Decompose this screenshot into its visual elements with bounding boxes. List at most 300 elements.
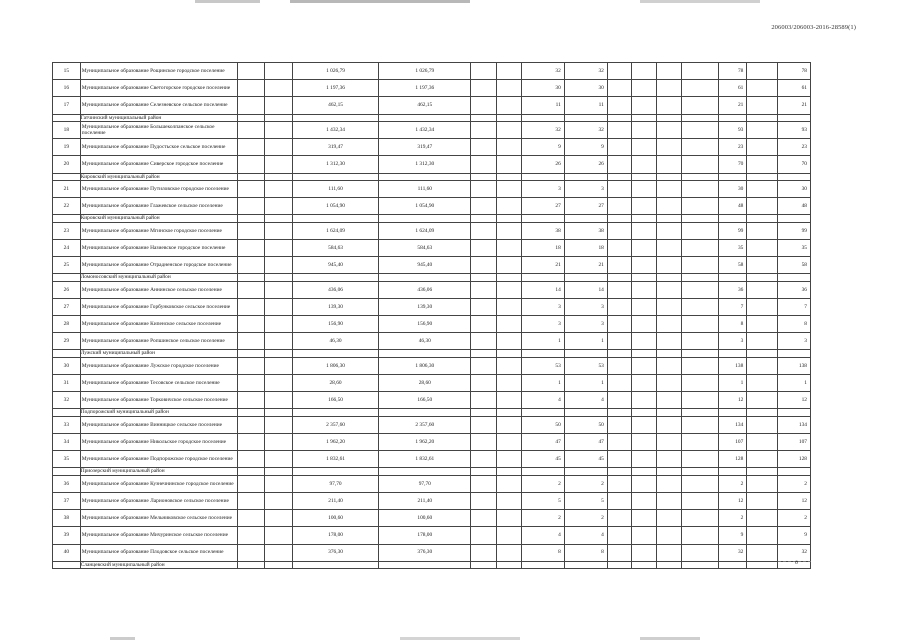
empty-cell xyxy=(497,561,522,568)
empty-cell xyxy=(265,468,293,475)
empty-cell xyxy=(747,451,778,468)
value-6: 36 xyxy=(778,281,811,298)
table-row xyxy=(53,316,811,333)
value-5: 61 xyxy=(718,80,747,97)
value-3: 50 xyxy=(521,416,564,433)
empty-cell xyxy=(237,180,265,197)
empty-cell xyxy=(681,357,718,374)
municipality-name: Муниципальное образование Ропшинское сельское поселение xyxy=(80,333,237,350)
municipality-name: Муниципальное образование Подпорожское городское поселение xyxy=(80,451,237,468)
table-row xyxy=(53,63,811,80)
empty-cell xyxy=(657,121,682,138)
empty-cell xyxy=(497,239,522,256)
value-3: 53 xyxy=(521,357,564,374)
empty-cell xyxy=(237,561,265,568)
value-6: 2 xyxy=(778,510,811,527)
empty-cell xyxy=(607,350,632,357)
empty-cell xyxy=(265,198,293,215)
value-2: 319,47 xyxy=(379,139,471,156)
empty-cell xyxy=(237,357,265,374)
empty-cell xyxy=(778,274,811,281)
value-3: 4 xyxy=(521,392,564,409)
empty-cell xyxy=(292,173,378,180)
empty-cell xyxy=(681,375,718,392)
empty-cell xyxy=(607,561,632,568)
district-header-row xyxy=(53,561,811,568)
empty-cell xyxy=(497,281,522,298)
value-3: 18 xyxy=(521,239,564,256)
empty-cell xyxy=(237,434,265,451)
empty-cell xyxy=(657,416,682,433)
empty-cell xyxy=(681,527,718,544)
empty-cell xyxy=(265,239,293,256)
empty-cell xyxy=(747,475,778,492)
empty-cell xyxy=(292,215,378,222)
empty-cell xyxy=(632,544,657,561)
empty-cell xyxy=(632,239,657,256)
empty-cell xyxy=(747,63,778,80)
value-5: 23 xyxy=(718,139,747,156)
empty-cell xyxy=(681,544,718,561)
value-4: 1 xyxy=(564,375,607,392)
empty-cell xyxy=(497,198,522,215)
empty-cell xyxy=(632,416,657,433)
value-2: 1 962,20 xyxy=(379,434,471,451)
row-number: 21 xyxy=(53,180,81,197)
table-row xyxy=(53,451,811,468)
table-row xyxy=(53,416,811,433)
value-2: 166,50 xyxy=(379,392,471,409)
municipality-name: Муниципальное образование Глажевское сельское поселение xyxy=(80,198,237,215)
empty-cell xyxy=(632,451,657,468)
empty-cell xyxy=(265,475,293,492)
empty-cell xyxy=(237,173,265,180)
empty-cell xyxy=(497,215,522,222)
table-row xyxy=(53,492,811,509)
empty-cell xyxy=(657,492,682,509)
empty-cell xyxy=(237,97,265,114)
table-row xyxy=(53,392,811,409)
empty-cell xyxy=(564,114,607,121)
district-name: Гатчинский муниципальный район xyxy=(80,114,237,121)
value-2: 139,30 xyxy=(379,298,471,315)
district-cell xyxy=(53,114,81,121)
row-number: 29 xyxy=(53,333,81,350)
empty-cell xyxy=(657,215,682,222)
value-4: 50 xyxy=(564,416,607,433)
empty-cell xyxy=(497,63,522,80)
empty-cell xyxy=(292,409,378,416)
row-number: 18 xyxy=(53,121,81,138)
value-2: 28,60 xyxy=(379,375,471,392)
district-cell xyxy=(53,173,81,180)
empty-cell xyxy=(657,173,682,180)
row-number: 27 xyxy=(53,298,81,315)
empty-cell xyxy=(521,173,564,180)
value-2: 46,30 xyxy=(379,333,471,350)
empty-cell xyxy=(497,468,522,475)
value-4: 1 xyxy=(564,333,607,350)
empty-cell xyxy=(471,156,497,173)
empty-cell xyxy=(657,180,682,197)
empty-cell xyxy=(237,392,265,409)
value-1: 436,06 xyxy=(292,281,378,298)
empty-cell xyxy=(471,492,497,509)
empty-cell xyxy=(718,173,747,180)
empty-cell xyxy=(747,333,778,350)
table-row xyxy=(53,97,811,114)
value-3: 2 xyxy=(521,510,564,527)
empty-cell xyxy=(747,173,778,180)
empty-cell xyxy=(237,114,265,121)
empty-cell xyxy=(237,409,265,416)
empty-cell xyxy=(632,357,657,374)
empty-cell xyxy=(497,80,522,97)
empty-cell xyxy=(497,475,522,492)
value-5: 58 xyxy=(718,257,747,274)
municipality-name: Муниципальное образование Светогорское городское поселение xyxy=(80,80,237,97)
row-number: 37 xyxy=(53,492,81,509)
empty-cell xyxy=(564,468,607,475)
empty-cell xyxy=(471,121,497,138)
row-number: 26 xyxy=(53,281,81,298)
empty-cell xyxy=(632,510,657,527)
empty-cell xyxy=(265,257,293,274)
empty-cell xyxy=(747,239,778,256)
value-6: 8 xyxy=(778,316,811,333)
empty-cell xyxy=(471,392,497,409)
value-4: 30 xyxy=(564,80,607,97)
empty-cell xyxy=(497,510,522,527)
empty-cell xyxy=(681,222,718,239)
empty-cell xyxy=(292,274,378,281)
empty-cell xyxy=(607,357,632,374)
value-4: 4 xyxy=(564,392,607,409)
empty-cell xyxy=(265,409,293,416)
empty-cell xyxy=(265,492,293,509)
empty-cell xyxy=(471,180,497,197)
empty-cell xyxy=(747,350,778,357)
empty-cell xyxy=(471,298,497,315)
value-3: 3 xyxy=(521,316,564,333)
empty-cell xyxy=(747,392,778,409)
empty-cell xyxy=(237,215,265,222)
empty-cell xyxy=(607,173,632,180)
empty-cell xyxy=(657,409,682,416)
value-1: 97,70 xyxy=(292,475,378,492)
empty-cell xyxy=(521,350,564,357)
empty-cell xyxy=(265,139,293,156)
page-number: 6 xyxy=(795,560,798,566)
empty-cell xyxy=(564,274,607,281)
empty-cell xyxy=(632,97,657,114)
value-1: 156,90 xyxy=(292,316,378,333)
empty-cell xyxy=(681,121,718,138)
value-6: 99 xyxy=(778,222,811,239)
empty-cell xyxy=(681,239,718,256)
municipality-name: Муниципальное образование Путиловское городское поселение xyxy=(80,180,237,197)
municipality-name: Муниципальное образование Торковичское сельское поселение xyxy=(80,392,237,409)
empty-cell xyxy=(471,510,497,527)
value-5: 2 xyxy=(718,475,747,492)
value-5: 93 xyxy=(718,121,747,138)
value-3: 1 xyxy=(521,375,564,392)
value-6: 138 xyxy=(778,357,811,374)
value-5: 2 xyxy=(718,510,747,527)
value-4: 26 xyxy=(564,156,607,173)
empty-cell xyxy=(471,198,497,215)
empty-cell xyxy=(607,475,632,492)
empty-cell xyxy=(265,416,293,433)
empty-cell xyxy=(607,451,632,468)
empty-cell xyxy=(681,180,718,197)
empty-cell xyxy=(657,350,682,357)
empty-cell xyxy=(657,468,682,475)
empty-cell xyxy=(237,281,265,298)
value-5: 9 xyxy=(718,527,747,544)
empty-cell xyxy=(681,156,718,173)
empty-cell xyxy=(471,97,497,114)
empty-cell xyxy=(471,114,497,121)
empty-cell xyxy=(657,139,682,156)
value-3: 11 xyxy=(521,97,564,114)
empty-cell xyxy=(497,375,522,392)
value-2: 211,40 xyxy=(379,492,471,509)
empty-cell xyxy=(632,350,657,357)
empty-cell xyxy=(379,173,471,180)
empty-cell xyxy=(718,274,747,281)
empty-cell xyxy=(657,375,682,392)
empty-cell xyxy=(497,298,522,315)
empty-cell xyxy=(497,434,522,451)
empty-cell xyxy=(607,544,632,561)
empty-cell xyxy=(497,121,522,138)
empty-cell xyxy=(778,215,811,222)
district-cell xyxy=(53,274,81,281)
municipality-name: Муниципальное образование Большеколпанское сельское поселение xyxy=(80,121,237,138)
value-6: 107 xyxy=(778,434,811,451)
value-6: 134 xyxy=(778,416,811,433)
empty-cell xyxy=(747,180,778,197)
value-6: 12 xyxy=(778,392,811,409)
municipality-name: Муниципальное образование Плодовское сельское поселение xyxy=(80,544,237,561)
empty-cell xyxy=(237,298,265,315)
empty-cell xyxy=(657,434,682,451)
empty-cell xyxy=(265,333,293,350)
district-name: Кировский муниципальный район xyxy=(80,215,237,222)
row-number: 23 xyxy=(53,222,81,239)
value-5: 107 xyxy=(718,434,747,451)
empty-cell xyxy=(607,375,632,392)
district-header-row xyxy=(53,173,811,180)
table-row xyxy=(53,375,811,392)
row-number: 28 xyxy=(53,316,81,333)
empty-cell xyxy=(564,173,607,180)
municipality-name: Муниципальное образование Мичуринское сельское поселение xyxy=(80,527,237,544)
value-5: 32 xyxy=(718,544,747,561)
empty-cell xyxy=(265,357,293,374)
empty-cell xyxy=(564,409,607,416)
empty-cell xyxy=(471,350,497,357)
municipality-name: Муниципальное образование Кузнечнинское городское поселение xyxy=(80,475,237,492)
empty-cell xyxy=(778,468,811,475)
empty-cell xyxy=(632,121,657,138)
value-2: 584,63 xyxy=(379,239,471,256)
value-2: 462,15 xyxy=(379,97,471,114)
empty-cell xyxy=(471,357,497,374)
value-3: 2 xyxy=(521,475,564,492)
empty-cell xyxy=(632,561,657,568)
empty-cell xyxy=(681,409,718,416)
value-4: 21 xyxy=(564,257,607,274)
register-body xyxy=(53,63,811,569)
empty-cell xyxy=(265,63,293,80)
empty-cell xyxy=(265,173,293,180)
empty-cell xyxy=(747,114,778,121)
value-3: 30 xyxy=(521,80,564,97)
value-3: 32 xyxy=(521,121,564,138)
empty-cell xyxy=(265,180,293,197)
empty-cell xyxy=(607,114,632,121)
empty-cell xyxy=(237,121,265,138)
municipality-name: Муниципальное образование Рощинское городское поселение xyxy=(80,63,237,80)
district-cell xyxy=(53,409,81,416)
empty-cell xyxy=(237,316,265,333)
value-2: 1 432,34 xyxy=(379,121,471,138)
empty-cell xyxy=(632,333,657,350)
empty-cell xyxy=(747,544,778,561)
municipality-name: Муниципальное образование Ларионовское сельское поселение xyxy=(80,492,237,509)
value-4: 11 xyxy=(564,97,607,114)
empty-cell xyxy=(237,222,265,239)
empty-cell xyxy=(607,468,632,475)
empty-cell xyxy=(747,222,778,239)
value-2: 1 026,79 xyxy=(379,63,471,80)
empty-cell xyxy=(607,80,632,97)
value-1: 28,60 xyxy=(292,375,378,392)
municipality-name: Муниципальное образование Тесовское сельское поселение xyxy=(80,375,237,392)
value-2: 100,60 xyxy=(379,510,471,527)
empty-cell xyxy=(747,357,778,374)
value-2: 2 357,60 xyxy=(379,416,471,433)
value-3: 26 xyxy=(521,156,564,173)
value-1: 46,30 xyxy=(292,333,378,350)
empty-cell xyxy=(497,333,522,350)
district-cell xyxy=(53,468,81,475)
empty-cell xyxy=(379,274,471,281)
value-2: 156,90 xyxy=(379,316,471,333)
empty-cell xyxy=(632,392,657,409)
district-cell xyxy=(53,215,81,222)
empty-cell xyxy=(497,173,522,180)
empty-cell xyxy=(237,239,265,256)
empty-cell xyxy=(632,63,657,80)
empty-cell xyxy=(747,139,778,156)
value-2: 111,60 xyxy=(379,180,471,197)
empty-cell xyxy=(681,416,718,433)
row-number: 36 xyxy=(53,475,81,492)
empty-cell xyxy=(657,298,682,315)
empty-cell xyxy=(292,468,378,475)
empty-cell xyxy=(681,257,718,274)
empty-cell xyxy=(292,350,378,357)
value-5: 70 xyxy=(718,156,747,173)
value-5: 48 xyxy=(718,198,747,215)
value-1: 584,63 xyxy=(292,239,378,256)
empty-cell xyxy=(471,468,497,475)
empty-cell xyxy=(265,375,293,392)
empty-cell xyxy=(747,281,778,298)
value-2: 1 832,61 xyxy=(379,451,471,468)
empty-cell xyxy=(265,121,293,138)
table-row xyxy=(53,180,811,197)
value-1: 945,40 xyxy=(292,257,378,274)
value-5: 128 xyxy=(718,451,747,468)
empty-cell xyxy=(747,316,778,333)
empty-cell xyxy=(237,375,265,392)
empty-cell xyxy=(747,274,778,281)
empty-cell xyxy=(265,114,293,121)
empty-cell xyxy=(778,409,811,416)
value-5: 30 xyxy=(718,180,747,197)
empty-cell xyxy=(681,281,718,298)
district-cell xyxy=(53,350,81,357)
value-6: 2 xyxy=(778,475,811,492)
value-3: 21 xyxy=(521,257,564,274)
value-1: 1 197,36 xyxy=(292,80,378,97)
empty-cell xyxy=(747,215,778,222)
value-4: 9 xyxy=(564,139,607,156)
empty-cell xyxy=(607,298,632,315)
value-5: 12 xyxy=(718,492,747,509)
empty-cell xyxy=(778,350,811,357)
empty-cell xyxy=(632,274,657,281)
value-1: 178,00 xyxy=(292,527,378,544)
empty-cell xyxy=(521,114,564,121)
value-1: 319,47 xyxy=(292,139,378,156)
empty-cell xyxy=(265,392,293,409)
empty-cell xyxy=(521,215,564,222)
empty-cell xyxy=(607,510,632,527)
empty-cell xyxy=(747,298,778,315)
empty-cell xyxy=(564,215,607,222)
empty-cell xyxy=(265,215,293,222)
value-3: 3 xyxy=(521,298,564,315)
empty-cell xyxy=(237,492,265,509)
row-number: 19 xyxy=(53,139,81,156)
empty-cell xyxy=(237,80,265,97)
empty-cell xyxy=(497,156,522,173)
empty-cell xyxy=(471,63,497,80)
empty-cell xyxy=(657,274,682,281)
empty-cell xyxy=(632,114,657,121)
value-3: 47 xyxy=(521,434,564,451)
row-number: 20 xyxy=(53,156,81,173)
empty-cell xyxy=(607,156,632,173)
value-5: 21 xyxy=(718,97,747,114)
value-5: 99 xyxy=(718,222,747,239)
empty-cell xyxy=(521,274,564,281)
table-row xyxy=(53,434,811,451)
table-row xyxy=(53,475,811,492)
empty-cell xyxy=(632,468,657,475)
municipality-name: Муниципальное образование Горбунковское сельское поселение xyxy=(80,298,237,315)
empty-cell xyxy=(497,97,522,114)
empty-cell xyxy=(632,222,657,239)
empty-cell xyxy=(379,561,471,568)
value-6: 32 xyxy=(778,544,811,561)
empty-cell xyxy=(265,222,293,239)
